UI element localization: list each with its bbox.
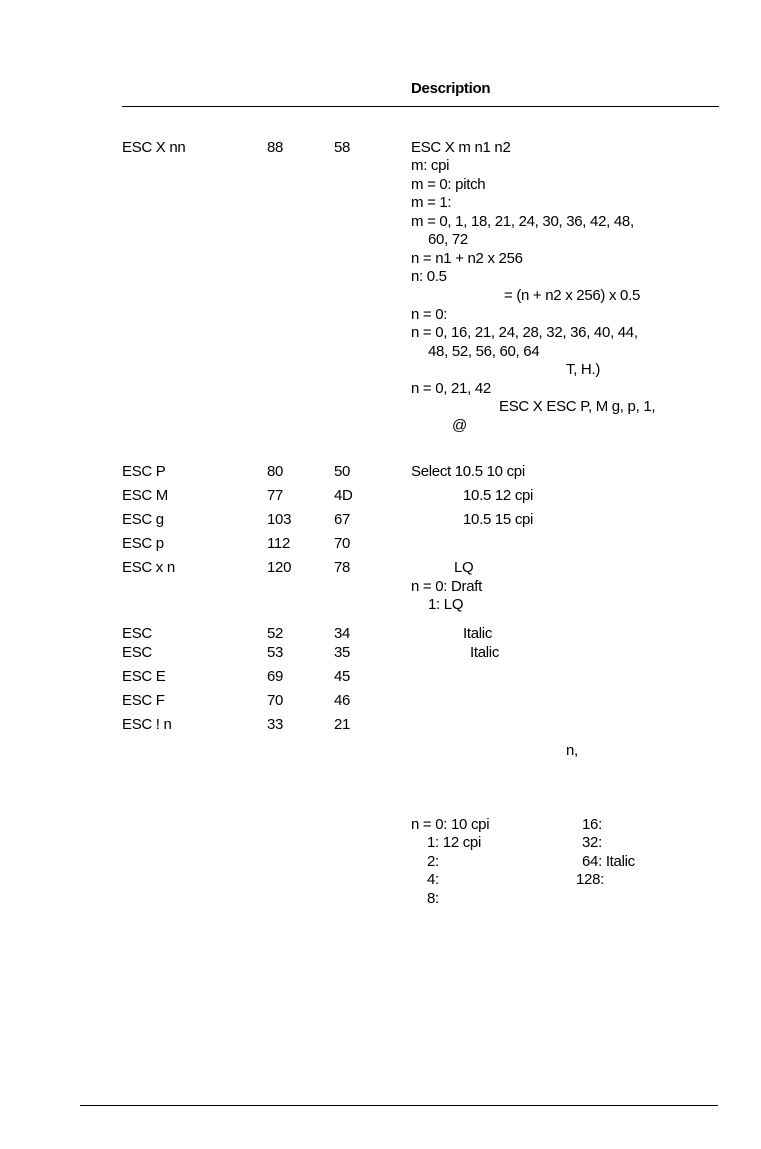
description-line: 32: [582,834,602,851]
description-line: Select 10.5 10 cpi [411,463,525,480]
description-line: n = 0, 16, 21, 24, 28, 32, 36, 40, 44, [411,324,638,341]
description-line: 48, 52, 56, 60, 64 [428,343,540,360]
command-code: ESC x n [122,559,175,576]
description-line: n = 0: Draft [411,578,483,595]
command-code: ESC P [122,463,166,480]
description-line: 64: Italic [582,853,635,870]
command-hex: 70 [334,535,351,552]
description-line: T, H.) [566,361,601,378]
description-line: 1: 12 cpi [427,834,482,851]
command-decimal: 70 [267,692,284,709]
command-decimal: 103 [267,511,292,528]
command-code: ESC [122,625,152,642]
description-line: m = 1: [411,194,452,211]
command-hex: 4D [334,487,353,504]
command-code: ESC E [122,668,166,685]
description-line: Italic [463,625,493,642]
command-hex: 78 [334,559,351,576]
command-code: ESC p [122,535,164,552]
description-line: 16: [582,816,602,833]
description-line: m: cpi [411,157,450,174]
description-line: 1: LQ [428,596,464,613]
description-line: ESC X ESC P, M g, p, 1, [499,398,656,415]
description-line: = (n + n2 x 256) x 0.5 [504,287,640,304]
command-decimal: 33 [267,716,284,733]
description-line: n, [566,742,578,759]
description-line: m = 0, 1, 18, 21, 24, 30, 36, 42, 48, [411,213,634,230]
command-hex: 34 [334,625,351,642]
command-decimal: 80 [267,463,284,480]
description-column-header: Description [411,80,491,97]
command-decimal: 120 [267,559,292,576]
command-decimal: 112 [267,535,291,552]
command-decimal: 88 [267,139,284,156]
command-code: ESC M [122,487,169,504]
command-code: ESC [122,644,152,661]
command-hex: 58 [334,139,351,156]
description-line: 8: [427,890,439,907]
description-line: @ [452,417,467,434]
description-line: n = n1 + n2 x 256 [411,250,523,267]
command-decimal: 53 [267,644,284,661]
description-line: m = 0: pitch [411,176,486,193]
command-code: ESC ! n [122,716,172,733]
command-hex: 21 [334,716,351,733]
command-decimal: 77 [267,487,284,504]
command-hex: 50 [334,463,351,480]
description-line: Italic [470,644,500,661]
description-line: 10.5 12 cpi [463,487,534,504]
description-line: 10.5 15 cpi [463,511,534,528]
description-line: n = 0: [411,306,448,323]
description-line: 128: [576,871,604,888]
command-code: ESC g [122,511,164,528]
footer-rule [80,1105,718,1106]
command-hex: 45 [334,668,351,685]
description-line: 60, 72 [428,231,468,248]
command-hex: 35 [334,644,351,661]
command-code: ESC X nn [122,139,186,156]
description-line: n = 0: 10 cpi [411,816,490,833]
description-line: n = 0, 21, 42 [411,380,491,397]
description-line: 2: [427,853,439,870]
command-hex: 67 [334,511,351,528]
command-decimal: 69 [267,668,284,685]
description-line: ESC X m n1 n2 [411,139,511,156]
description-line: 4: [427,871,439,888]
description-line: n: 0.5 [411,268,447,285]
description-line: LQ [454,559,474,576]
command-decimal: 52 [267,625,284,642]
header-rule [122,106,719,107]
command-hex: 46 [334,692,351,709]
command-code: ESC F [122,692,165,709]
